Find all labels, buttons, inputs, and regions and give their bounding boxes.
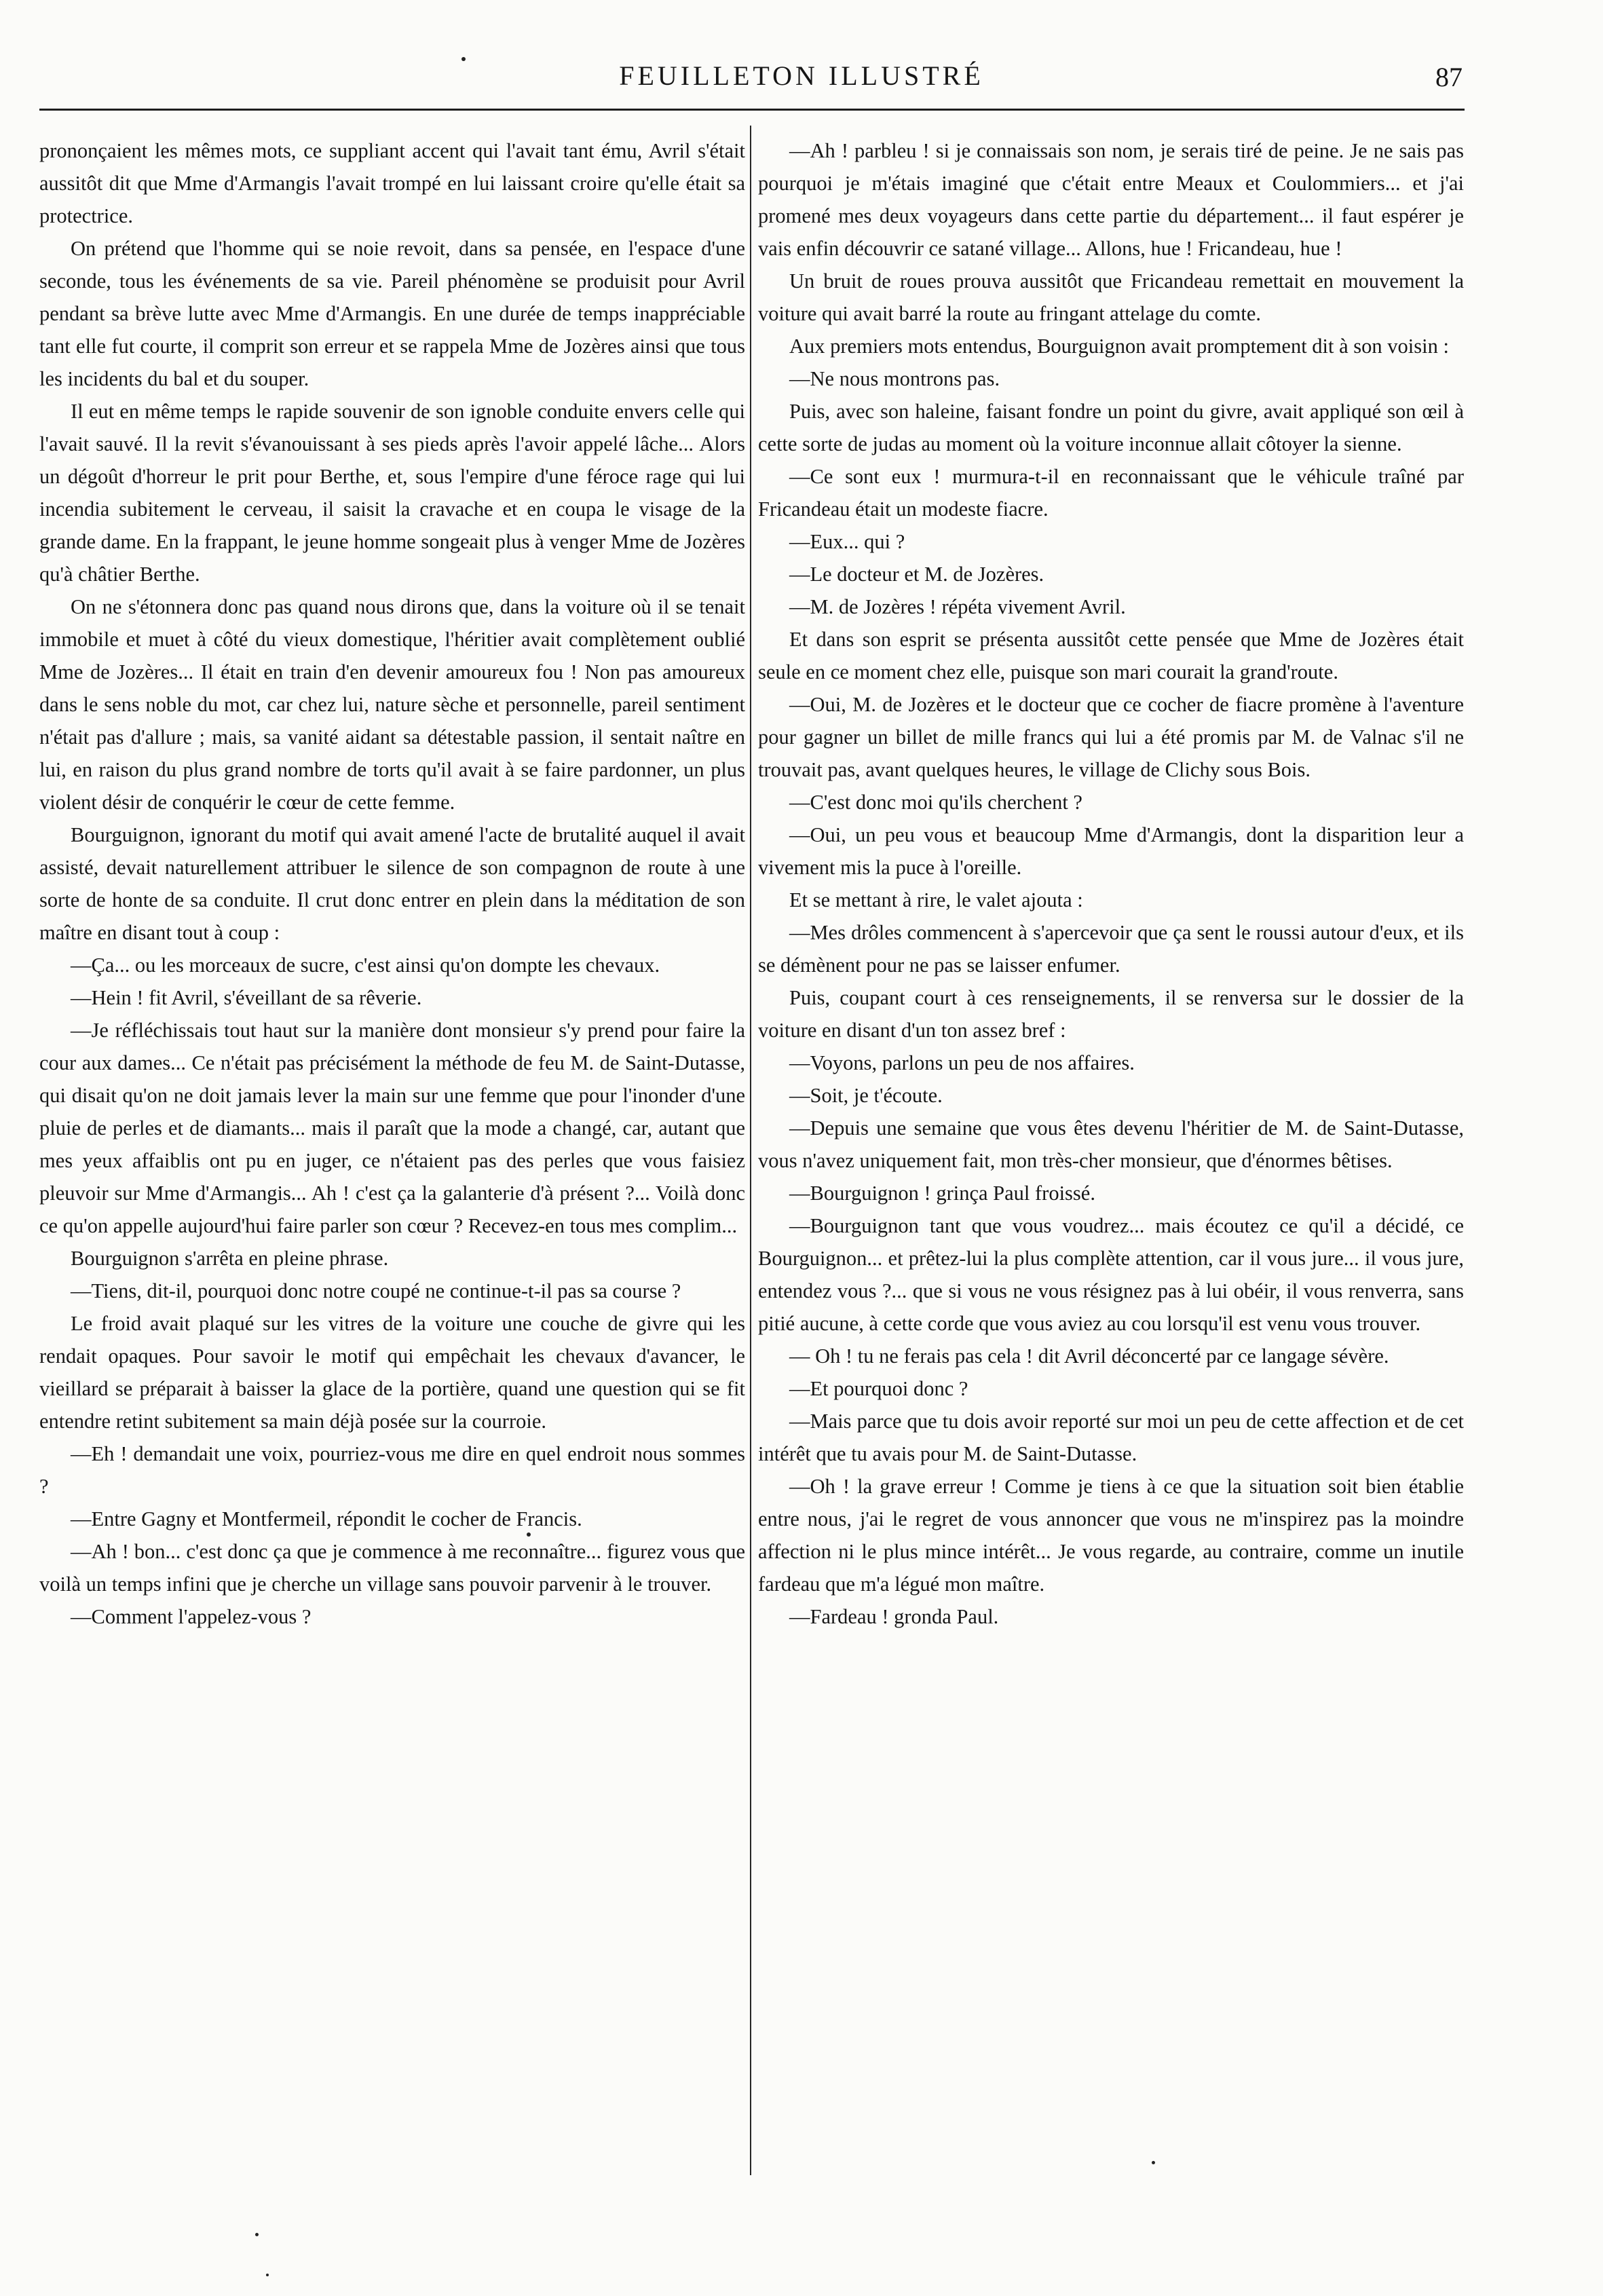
paragraph: Et se mettant à rire, le valet ajouta : — [789, 888, 1083, 911]
paragraph: —Eh ! demandait une voix, pourriez-vous me dire en quel endroit nous sommes ? — [39, 1442, 745, 1498]
paragraph: —Oui, M. de Jozères et le docteur que ce cocher de fiacre promène à l'aventure pour gagner un billet de mille francs qui lui a été promis par M. de Valnac s'il ne trouvait pas, avant quelques heures, le village de Clichy sous Bois. — [758, 693, 1464, 781]
paragraph: Le froid avait plaqué sur les vitres de la voiture une couche de givre qui les rendait opaques. Pour savoir le motif qui empêchait les chevaux d'avancer, le vieillard se préparait à baisser la glace de la portière, quand une question qui se fit entendre retint subitement sa main déjà posée sur la courroie. — [39, 1312, 745, 1433]
paragraph: —Je réfléchissais tout haut sur la manière dont monsieur s'y prend pour faire la cour aux dames... Ce n'était pas précisément la méthode de feu M. de Saint-Dutasse, qui disait qu'on ne doit jamais lever la main sur une femme que pour l'inonder d'une pluie de perles et de diamants... mais il paraît que la mode a changé, car, autant que mes yeux affaiblis ont pu en juger, ce n'étaient pas des perles que vous faisiez pleuvoir sur Mme d'Armangis... Ah ! c'est ça la galanterie d'à présent ?... Voilà donc ce qu'on appelle aujourd'hui faire parler son cœur ? Recevez-en tous mes complim... — [39, 1019, 745, 1237]
paragraph: Bourguignon, ignorant du motif qui avait amené l'acte de brutalité auquel il avait assisté, devait naturellement attribuer le silence de son compagnon de route à une sorte de honte de sa conduite. Il crut donc entrer en plein dans la méditation de son maître en disant tout à coup : — [39, 823, 745, 944]
paragraph: —Ah ! parbleu ! si je connaissais son nom, je serais tiré de peine. Je ne sais pas pourquoi je m'étais imaginé que c'était entre Meaux et Coulommiers... et j'ai promené mes deux voyageurs dans cette partie du département... il faut espérer je vais enfin découvrir ce satané village... Allons, hue ! Fricandeau, hue ! — [758, 139, 1464, 260]
paragraph: On prétend que l'homme qui se noie revoit, dans sa pensée, en l'espace d'une seconde, tous les événements de sa vie. Pareil phénomène se produisit pour Avril pendant sa brève lutte avec Mme d'Armangis. En une durée de temps inappréciable tant elle fut courte, il comprit son erreur et se rappela Mme de Jozères ainsi que tous les incidents du bal et du souper. — [39, 237, 745, 390]
right-column — [758, 134, 1464, 1633]
paragraph: —Voyons, parlons un peu de nos affaires. — [789, 1051, 1135, 1074]
header-rule — [39, 109, 1465, 111]
paragraph: —Comment l'appelez-vous ? — [71, 1605, 312, 1628]
paragraph: Et dans son esprit se présenta aussitôt cette pensée que Mme de Jozères était seule en ce moment chez elle, puisque son mari courait la grand'route. — [758, 628, 1464, 683]
ink-speck — [1152, 2161, 1155, 2164]
paragraph: —Hein ! fit Avril, s'éveillant de sa rêverie. — [71, 986, 422, 1009]
paragraph: —Le docteur et M. de Jozères. — [789, 563, 1044, 586]
paragraph: Puis, coupant court à ces renseignements, il se renversa sur le dossier de la voiture en disant d'un ton assez bref : — [758, 986, 1464, 1042]
ink-speck — [266, 2274, 269, 2276]
paragraph: —Bourguignon tant que vous voudrez... mais écoutez ce qu'il a décidé, ce Bourguignon... et prêtez-lui la plus complète attention, car il vous jure... il vous jure, entendez vous ?... que si vous ne vous résignez pas à lui obéir, il vous renverra, sans pitié aucune, à cette corde que vous aviez au cou lorsqu'il est venu vous trouver. — [758, 1214, 1464, 1335]
page-header-title: FEUILLETON ILLUSTRÉ — [619, 60, 984, 91]
paragraph: —Eux... qui ? — [789, 530, 905, 553]
paragraph: —Fardeau ! gronda Paul. — [789, 1605, 999, 1628]
column-divider — [750, 126, 751, 2175]
paragraph: —C'est donc moi qu'ils cherchent ? — [789, 791, 1082, 814]
paragraph: Bourguignon s'arrêta en pleine phrase. — [71, 1247, 389, 1270]
paragraph: —Depuis une semaine que vous êtes devenu l'héritier de M. de Saint-Dutasse, vous n'avez uniquement fait, mon très-cher monsieur, que d'énormes bêtises. — [758, 1116, 1464, 1172]
paragraph: —Ça... ou les morceaux de sucre, c'est ainsi qu'on dompte les chevaux. — [71, 954, 660, 977]
paragraph: Puis, avec son haleine, faisant fondre un point du givre, avait appliqué son œil à cette sorte de judas au moment où la voiture inconnue allait côtoyer la sienne. — [758, 400, 1464, 455]
paragraph: —Mais parce que tu dois avoir reporté sur moi un peu de cette affection et de cet intérêt que tu avais pour M. de Saint-Dutasse. — [758, 1410, 1464, 1465]
paragraph: —Oh ! la grave erreur ! Comme je tiens à ce que la situation soit bien établie entre nous, j'ai le regret de vous annoncer que vous ne m'inspirez pas la moindre affection ni le plus mince intérêt... Je vous regarde, au contraire, comme un inutile fardeau que m'a légué mon maître. — [758, 1475, 1464, 1596]
ink-speck — [255, 2233, 259, 2236]
paragraph: —Ne nous montrons pas. — [789, 367, 1000, 390]
paragraph: —Mes drôles commencent à s'apercevoir que ça sent le roussi autour d'eux, et ils se démènent pour ne pas se laisser enfumer. — [758, 921, 1464, 977]
paragraph: —Oui, un peu vous et beaucoup Mme d'Armangis, dont la disparition leur a vivement mis la puce à l'oreille. — [758, 823, 1464, 879]
paragraph: —Soit, je t'écoute. — [789, 1084, 943, 1107]
paragraph: —Ce sont eux ! murmura-t-il en reconnaissant que le véhicule traîné par Fricandeau était un modeste fiacre. — [758, 465, 1464, 521]
paragraph: — Oh ! tu ne ferais pas cela ! dit Avril déconcerté par ce langage sévère. — [789, 1344, 1389, 1368]
paragraph: —Bourguignon ! grinça Paul froissé. — [789, 1182, 1095, 1205]
paragraph: prononçaient les mêmes mots, ce suppliant accent qui l'avait tant ému, Avril s'était aussitôt dit que Mme d'Armangis l'avait trompé en lui laissant croire qu'elle était sa protectrice. — [39, 139, 745, 227]
paragraph: On ne s'étonnera donc pas quand nous dirons que, dans la voiture où il se tenait immobile et muet à côté du vieux domestique, l'héritier avait complètement oublié Mme de Jozères... Il était en train d'en devenir amoureux fou ! Non pas amoureux dans le sens noble du mot, car chez lui, nature sèche et personnelle, pareil sentiment n'était pas d'allure ; mais, sa vanité aidant sa détestable passion, il sentait naître en lui, en raison du plus grand nombre de torts qu'il avait à se faire pardonner, un plus violent désir de conquérir le cœur de cette femme. — [39, 595, 745, 814]
paragraph: Aux premiers mots entendus, Bourguignon avait promptement dit à son voisin : — [789, 335, 1449, 358]
paragraph: —Tiens, dit-il, pourquoi donc notre coupé ne continue-t-il pas sa course ? — [71, 1279, 681, 1302]
left-column — [39, 134, 745, 1633]
paragraph: —Ah ! bon... c'est donc ça que je commence à me reconnaître... figurez vous que voilà un temps infini que je cherche un village sans pouvoir parvenir à le trouver. — [39, 1540, 745, 1596]
paragraph: Il eut en même temps le rapide souvenir de son ignoble conduite envers celle qui l'avait sauvé. Il la revit s'évanouissant à ses pieds après l'avoir appelé lâche... Alors un dégoût d'horreur le prit pour Berthe, et, sous l'empire d'une féroce rage qui lui incendia subitement le cerveau, il saisit la cravache et en coupa le visage de la grande dame. En la frappant, le jeune homme songeait plus à venger Mme de Jozères qu'à châtier Berthe. — [39, 400, 746, 586]
paragraph: —Et pourquoi donc ? — [789, 1377, 968, 1400]
paragraph: Un bruit de roues prouva aussitôt que Fricandeau remettait en mouvement la voiture qui avait barré la route au fringant attelage du comte. — [758, 269, 1464, 325]
paragraph: —M. de Jozères ! répéta vivement Avril. — [789, 595, 1126, 618]
ink-speck — [527, 1532, 531, 1537]
page-number: 87 — [1435, 62, 1463, 92]
paragraph: —Entre Gagny et Montfermeil, répondit le cocher de Francis. — [71, 1507, 582, 1530]
ink-speck — [461, 57, 466, 61]
